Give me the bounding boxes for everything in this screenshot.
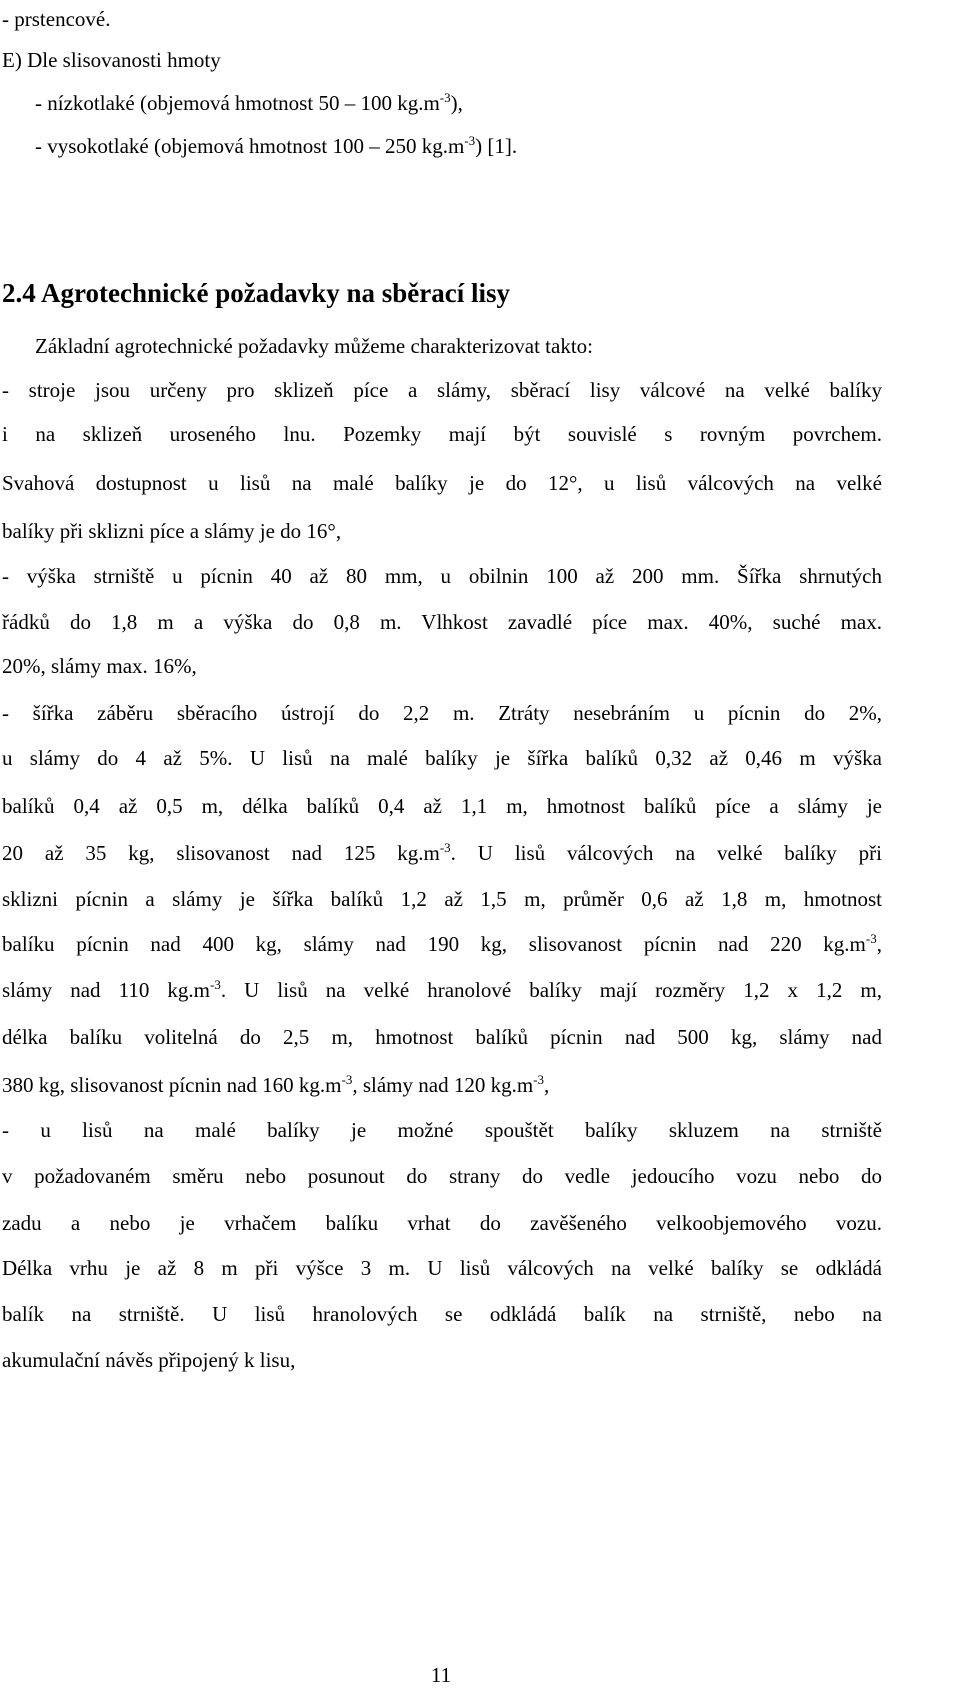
text-run: 20 až 35 kg, slisovanost nad 125 kg.m [2, 841, 440, 865]
paragraph-line [2, 977, 882, 1003]
text-run: - vysokotlaké (objemová hmotnost 100 – 250 kg.m [35, 134, 465, 158]
section-intro: Základní agrotechnické požadavky můžeme charakterizovat takto: [35, 334, 593, 358]
superscript: -3 [439, 90, 451, 105]
text-run: - nízkotlaké (objemová hmotnost 50 – 100 kg.m [35, 91, 440, 115]
section-heading: 2.4 Agrotechnické požadavky na sběrací lisy [2, 278, 511, 308]
page-number: 11 [430, 1663, 452, 1687]
text-run: , [876, 932, 882, 956]
text-run: , slámy nad 120 kg.m [352, 1073, 534, 1097]
paragraph-line: Svahová dostupnost u lisů na malé balíky je do 12°, u lisů válcových na velké [2, 471, 882, 495]
paragraph-line: - výška strniště u pícnin 40 až 80 mm, u obilnin 100 až 200 mm. Šířka shrnutých [2, 564, 882, 588]
text-run: slámy nad 110 kg.m [2, 978, 210, 1002]
superscript: -3 [464, 133, 476, 148]
text-run: ), [450, 91, 463, 115]
paragraph-line: Délka vrhu je až 8 m při výšce 3 m. U lisů válcových na velké balíky se odkládá [2, 1256, 882, 1280]
text-run: . U lisů na velké hranolové balíky mají rozměry 1,2 x 1,2 m, [220, 978, 882, 1002]
superscript: -3 [533, 1072, 545, 1087]
paragraph-line: sklizni pícnin a slámy je šířka balíků 1,2 až 1,5 m, průměr 0,6 až 1,8 m, hmotnost [2, 887, 882, 911]
paragraph-line: akumulační návěs připojený k lisu, [2, 1348, 296, 1372]
paragraph-line: řádků do 1,8 m a výška do 0,8 m. Vlhkost zavadlé píce max. 40%, suché max. [2, 610, 882, 634]
paragraph-line [2, 840, 882, 866]
text-run: . U lisů válcových na velké balíky při [450, 841, 882, 865]
paragraph-line: délka balíku volitelná do 2,5 m, hmotnost balíků pícnin nad 500 kg, slámy nad [2, 1025, 882, 1049]
paragraph-line: u slámy do 4 až 5%. U lisů na malé balíky je šířka balíků 0,32 až 0,46 m výška [2, 746, 882, 770]
paragraph-line: zadu a nebo je vrhačem balíku vrhat do zavěšeného velkoobjemového vozu. [2, 1211, 882, 1235]
text-run: ) [1]. [475, 134, 518, 158]
superscript: -3 [341, 1072, 353, 1087]
paragraph-line [2, 931, 882, 957]
list-item-nizkotlake [35, 90, 463, 116]
paragraph-line: - stroje jsou určeny pro sklizeň píce a slámy, sběrací lisy válcové na velké balíky [2, 378, 882, 402]
text-run: , [544, 1073, 550, 1097]
superscript: -3 [209, 977, 221, 992]
list-item-prstencove: - prstencové. [2, 7, 111, 31]
paragraph-line: 20%, slámy max. 16%, [2, 654, 197, 678]
superscript: -3 [439, 840, 451, 855]
paragraph-line: v požadovaném směru nebo posunout do strany do vedle jedoucího vozu nebo do [2, 1164, 882, 1188]
paragraph-line: i na sklizeň uroseného lnu. Pozemky mají být souvislé s rovným povrchem. [2, 422, 882, 446]
paragraph-line: balíky při sklizni píce a slámy je do 16°, [2, 519, 342, 543]
paragraph-line: - šířka záběru sběracího ústrojí do 2,2 m. Ztráty nesebráním u pícnin do 2%, [2, 701, 882, 725]
paragraph-line: balíků 0,4 až 0,5 m, délka balíků 0,4 až 1,1 m, hmotnost balíků píce a slámy je [2, 794, 882, 818]
paragraph-line: balík na strniště. U lisů hranolových se odkládá balík na strniště, nebo na [2, 1302, 882, 1326]
superscript: -3 [865, 931, 877, 946]
paragraph-line [2, 1072, 549, 1098]
section-e-heading: E) Dle slisovanosti hmoty [2, 48, 221, 72]
text-run: 380 kg, slisovanost pícnin nad 160 kg.m [2, 1073, 342, 1097]
text-run: balíku pícnin nad 400 kg, slámy nad 190 kg, slisovanost pícnin nad 220 kg.m [2, 932, 866, 956]
list-item-vysokotlake [35, 133, 517, 159]
paragraph-line: - u lisů na malé balíky je možné spouštět balíky skluzem na strniště [2, 1118, 882, 1142]
